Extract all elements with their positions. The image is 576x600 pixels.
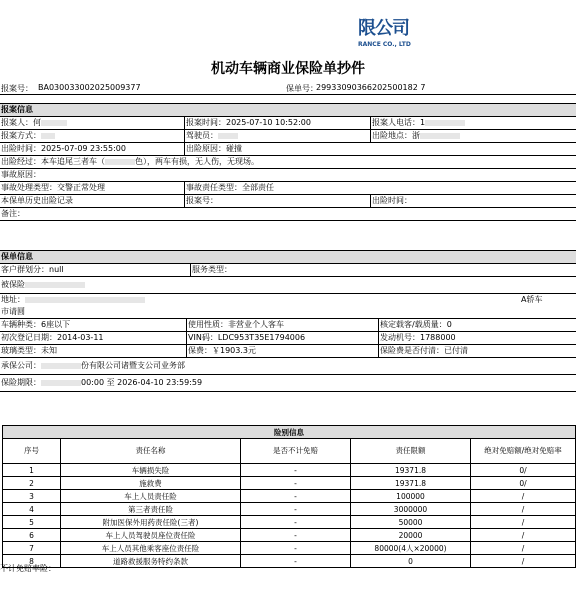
cell-nondeductible: -	[241, 555, 351, 568]
col-header-limit: 责任限额	[351, 439, 471, 464]
policy-row-7	[0, 345, 576, 358]
period: 00:00 至 2026-04-10 23:59:59	[81, 378, 203, 387]
capacity: 0	[446, 320, 452, 329]
col-header-deductible: 绝对免赔额/绝对免赔率	[471, 439, 576, 464]
market-label: 市请圆	[1, 307, 25, 316]
driver-label: 驾驶员：	[186, 131, 218, 140]
process-label: 出险经过：	[1, 157, 41, 166]
address-label: 地址：	[1, 295, 25, 304]
premium-label: 保费：	[188, 346, 212, 355]
report-method-label: 报案方式：	[1, 131, 41, 140]
report-row-4	[0, 156, 576, 169]
first-reg-label: 初次登记日期：	[1, 333, 57, 342]
report-time-cell	[184, 117, 370, 129]
insurer-label: 承保公司：	[1, 361, 41, 370]
table-row	[3, 490, 576, 503]
policy-section-header	[0, 250, 576, 264]
history-time-label: 出险时间：	[372, 196, 412, 205]
engine: 1788000	[420, 333, 456, 342]
customer-group: null	[49, 265, 64, 274]
col-header-name: 责任名称	[61, 439, 241, 464]
cell-limit: 19371.8	[351, 464, 471, 477]
accident-location-cell	[370, 130, 576, 142]
handling-type-cell	[0, 182, 184, 194]
cell-nondeductible: -	[241, 464, 351, 477]
paid: 已付清	[444, 346, 468, 355]
remark-label: 备注：	[1, 209, 25, 218]
process-text-b: 色），两车有损，无人伤，无现场。	[135, 157, 259, 166]
cell-nondeductible: -	[241, 516, 351, 529]
premium: ￥1903.3元	[212, 346, 256, 355]
policy-row-2	[0, 277, 576, 294]
report-row-8	[0, 208, 576, 221]
history-cell	[0, 195, 184, 207]
cell-index: 2	[3, 477, 61, 490]
cell-limit: 100000	[351, 490, 471, 503]
insurer: 份有限公司诸暨支公司业务部	[81, 361, 185, 370]
market-cell	[0, 306, 576, 318]
cell-index: 1	[3, 464, 61, 477]
cell-nondeductible: -	[241, 529, 351, 542]
col-header-nondeductible: 是否不计免赔	[241, 439, 351, 464]
process-text-a: 本车追尾三者车（	[41, 157, 105, 166]
accident-reason-label: 事故原因：	[1, 170, 41, 179]
customer-group-label: 客户群划分：	[1, 265, 49, 274]
cell-index: 6	[3, 529, 61, 542]
accident-cause: 碰撞	[226, 144, 242, 153]
cell-deductible: /	[471, 516, 576, 529]
history-report-cell	[184, 195, 370, 207]
report-no-label: 报案号：	[1, 84, 33, 93]
cell-name: 第三者责任险	[61, 503, 241, 516]
report-row-6	[0, 182, 576, 195]
cell-name: 车辆损失险	[61, 464, 241, 477]
reporter-phone-label: 报案人电话：	[372, 118, 420, 127]
cell-nondeductible: -	[241, 503, 351, 516]
nondeductible-footer: 不计免赔率险：	[0, 564, 56, 573]
cell-name: 施救费	[61, 477, 241, 490]
engine-cell	[378, 332, 576, 344]
history-label: 本保单历史出险记录	[1, 196, 73, 205]
reporter-cell	[0, 117, 184, 129]
vin: LDC953T35E1794006	[217, 333, 306, 342]
cell-deductible: /	[471, 503, 576, 516]
policy-row-1	[0, 264, 576, 277]
address-cell	[0, 294, 500, 306]
accident-cause-cell	[184, 143, 576, 155]
report-section-header	[0, 103, 576, 117]
service-type-label: 服务类型：	[192, 265, 232, 274]
cell-name: 附加医保外用药责任险(三者)	[61, 516, 241, 529]
engine-label: 发动机号：	[380, 333, 420, 342]
process-cell	[0, 156, 576, 168]
paid-label: 保险费是否付清：	[380, 346, 444, 355]
service-type-cell	[190, 264, 576, 276]
cell-name: 道路救援服务特约条款	[61, 555, 241, 568]
report-no: BA030033002025009377	[38, 83, 141, 92]
cell-deductible: 0/	[471, 477, 576, 490]
cell-limit: 19371.8	[351, 477, 471, 490]
cell-deductible: 0/	[471, 464, 576, 477]
cell-nondeductible: -	[241, 477, 351, 490]
remark-cell	[0, 208, 576, 220]
accident-time: 2025-07-09 23:55:00	[41, 144, 126, 153]
glass-label: 玻璃类型：	[1, 346, 41, 355]
vehicle-type: 6座以下	[41, 320, 71, 329]
driver-cell	[184, 130, 370, 142]
report-row-1	[0, 117, 576, 130]
table-row	[3, 503, 576, 516]
cell-deductible: /	[471, 555, 576, 568]
capacity-cell	[378, 319, 576, 331]
cell-deductible: /	[471, 542, 576, 555]
policy-no-label: 保单号：	[286, 84, 318, 93]
capacity-label: 核定载客/载质量：	[380, 320, 447, 329]
reference-line	[0, 82, 576, 95]
report-row-7	[0, 195, 576, 208]
accident-location-label: 出险地点：	[372, 131, 412, 140]
coverage-title-row	[3, 426, 576, 439]
accident-location: 浙	[412, 131, 420, 140]
logo-en: RANCE CO., LTD	[358, 41, 411, 48]
reporter-phone: 1	[420, 118, 426, 127]
policy-row-9	[0, 375, 576, 392]
logo-cn: 限公司	[358, 18, 409, 39]
table-row	[3, 542, 576, 555]
reporter-phone-cell	[370, 117, 576, 129]
vehicle-type-cell	[0, 319, 186, 331]
cell-limit: 0	[351, 555, 471, 568]
vin-label: VIN码：	[188, 333, 218, 342]
cell-index: 5	[3, 516, 61, 529]
accident-time-label: 出险时间：	[1, 144, 41, 153]
cell-name: 车上人员驾驶员座位责任险	[61, 529, 241, 542]
cell-nondeductible: -	[241, 490, 351, 503]
handling-type: 交警正常处理	[57, 183, 105, 192]
policy-section-title: 保单信息	[1, 252, 33, 261]
history-report-label: 报案号：	[186, 196, 218, 205]
accident-time-cell	[0, 143, 184, 155]
accident-reason-cell	[0, 169, 576, 181]
vehicle-type-label: 车辆种类：	[1, 320, 41, 329]
table-row	[3, 529, 576, 542]
coverage-section-title: 险别信息	[3, 426, 576, 439]
cell-index: 3	[3, 490, 61, 503]
policy-row-6	[0, 332, 576, 345]
cell-name: 车上人员其他乘客座位责任险	[61, 542, 241, 555]
use-nature-cell	[186, 319, 378, 331]
premium-cell	[186, 345, 378, 357]
cell-deductible: /	[471, 529, 576, 542]
address-right-cell	[520, 294, 576, 306]
report-time-label: 报案时间：	[186, 118, 226, 127]
reporter-value: 何	[33, 118, 41, 127]
report-row-2	[0, 130, 576, 143]
cell-name: 车上人员责任险	[61, 490, 241, 503]
address-right: A轿车	[521, 295, 543, 304]
cell-limit: 80000(4人×20000)	[351, 542, 471, 555]
period-label: 保险期限：	[1, 378, 41, 387]
report-row-3	[0, 143, 576, 156]
glass: 未知	[41, 346, 57, 355]
cell-index: 8	[3, 555, 61, 568]
policy-row-3	[0, 294, 576, 306]
insurer-cell	[0, 358, 576, 374]
coverage-header-row	[3, 439, 576, 464]
handling-type-label: 事故处理类型：	[1, 183, 57, 192]
table-row	[3, 477, 576, 490]
cell-index: 4	[3, 503, 61, 516]
report-time: 2025-07-10 10:52:00	[226, 118, 311, 127]
vin-cell	[186, 332, 378, 344]
liability-type: 全部责任	[242, 183, 274, 192]
policy-row-8	[0, 358, 576, 375]
paid-cell	[378, 345, 576, 357]
first-reg: 2014-03-11	[57, 333, 104, 342]
cell-limit: 3000000	[351, 503, 471, 516]
first-reg-cell	[0, 332, 186, 344]
liability-type-label: 事故责任类型：	[186, 183, 242, 192]
table-row	[3, 464, 576, 477]
cell-index: 7	[3, 542, 61, 555]
company-logo	[358, 14, 422, 54]
insured-cell	[0, 277, 576, 293]
table-row	[3, 555, 576, 568]
report-section-title: 报案信息	[1, 105, 33, 114]
cell-limit: 50000	[351, 516, 471, 529]
history-time-cell	[370, 195, 576, 207]
reporter-label: 报案人：	[1, 118, 33, 127]
period-cell	[0, 375, 576, 391]
glass-cell	[0, 345, 186, 357]
cell-limit: 20000	[351, 529, 471, 542]
report-method-cell	[0, 130, 184, 142]
customer-group-cell	[0, 264, 190, 276]
document-title: 机动车辆商业保险单抄件	[211, 61, 365, 77]
policy-no: 29933090366202500182 7	[316, 83, 426, 92]
report-row-5	[0, 169, 576, 182]
col-header-index: 序号	[3, 439, 61, 464]
policy-row-4	[0, 306, 576, 319]
table-row	[3, 516, 576, 529]
coverage-table	[2, 425, 576, 568]
cell-nondeductible: -	[241, 542, 351, 555]
cell-deductible: /	[471, 490, 576, 503]
insured-label: 被保险	[1, 280, 25, 289]
liability-type-cell	[184, 182, 576, 194]
use-nature: 非营业个人客车	[228, 320, 284, 329]
policy-row-5	[0, 319, 576, 332]
accident-cause-label: 出险原因：	[186, 144, 226, 153]
use-nature-label: 使用性质：	[188, 320, 228, 329]
